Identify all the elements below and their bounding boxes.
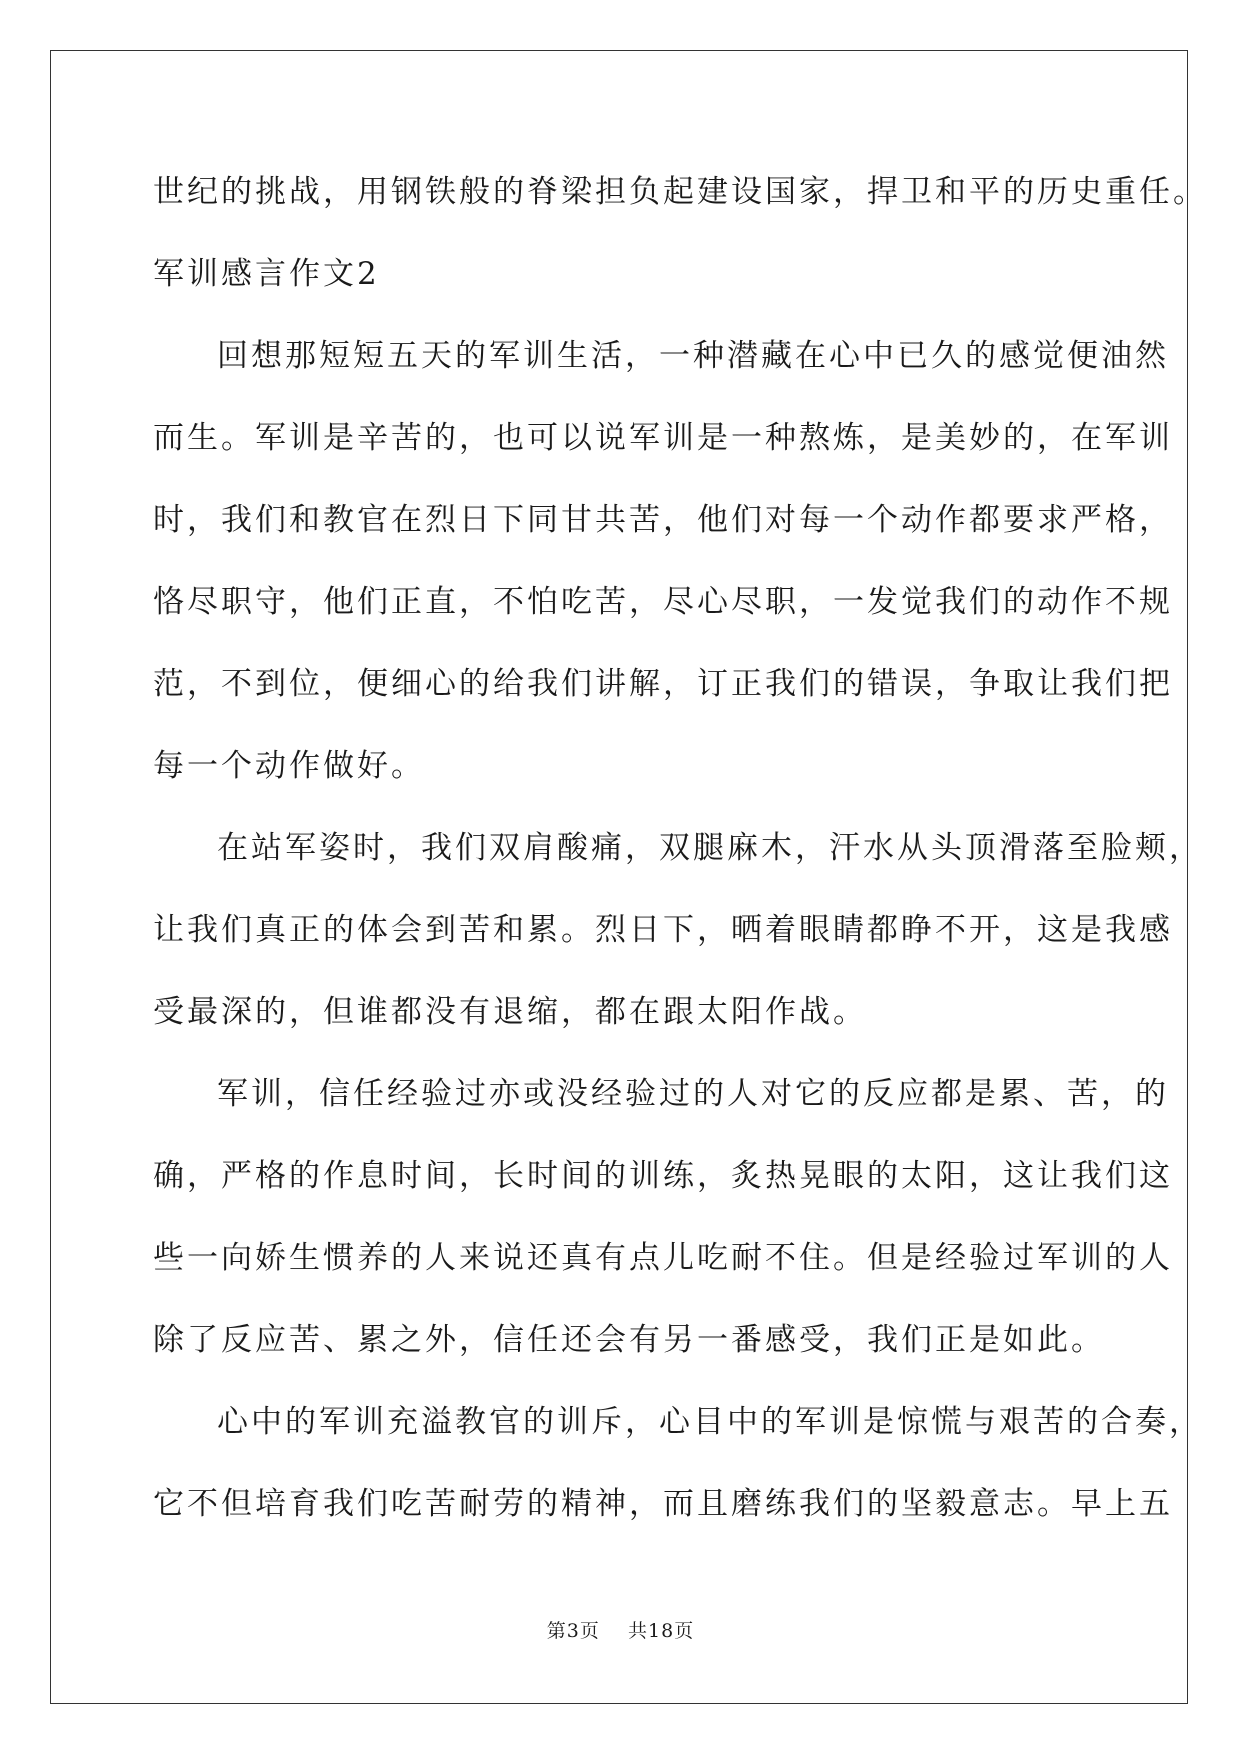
text-line: 而生。军训是辛苦的，也可以说军训是一种熬炼，是美妙的，在军训 (153, 420, 1173, 456)
text-line: 心中的军训充溢教官的训斥，心目中的军训是惊慌与艰苦的合奏， (217, 1404, 1203, 1440)
text-line: 每一个动作做好。 (153, 748, 425, 784)
text-line: 时，我们和教官在烈日下同甘共苦，他们对每一个动作都要求严格， (153, 502, 1173, 538)
section-title: 军训感言作文2 (153, 256, 380, 292)
text-line: 在站军姿时，我们双肩酸痛，双腿麻木，汗水从头顶滑落至脸颊， (217, 830, 1203, 866)
text-line: 它不但培育我们吃苦耐劳的精神，而且磨练我们的坚毅意志。早上五 (153, 1486, 1173, 1522)
text-line: 确，严格的作息时间，长时间的训练，炙热晃眼的太阳，这让我们这 (153, 1158, 1173, 1194)
page-number: 第3页 共18页 (546, 1620, 695, 1642)
text-line: 回想那短短五天的军训生活，一种潜藏在心中已久的感觉便油然 (217, 338, 1169, 374)
text-line: 让我们真正的体会到苦和累。烈日下，晒着眼睛都睁不开，这是我感 (153, 912, 1173, 948)
text-line: 受最深的，但谁都没有退缩，都在跟太阳作战。 (153, 994, 867, 1030)
text-line: 范，不到位，便细心的给我们讲解，订正我们的错误，争取让我们把 (153, 666, 1173, 702)
text-line: 军训，信任经验过亦或没经验过的人对它的反应都是累、苦，的 (217, 1076, 1169, 1112)
document-body (153, 165, 1207, 1559)
text-line: 世纪的挑战，用钢铁般的脊梁担负起建设国家，捍卫和平的历史重任。 (153, 174, 1207, 210)
text-line: 些一向娇生惯养的人来说还真有点儿吃耐不住。但是经验过军训的人 (153, 1240, 1173, 1276)
text-line: 除了反应苦、累之外，信任还会有另一番感受，我们正是如此。 (153, 1322, 1105, 1358)
text-line: 恪尽职守，他们正直，不怕吃苦，尽心尽职，一发觉我们的动作不规 (153, 584, 1173, 620)
